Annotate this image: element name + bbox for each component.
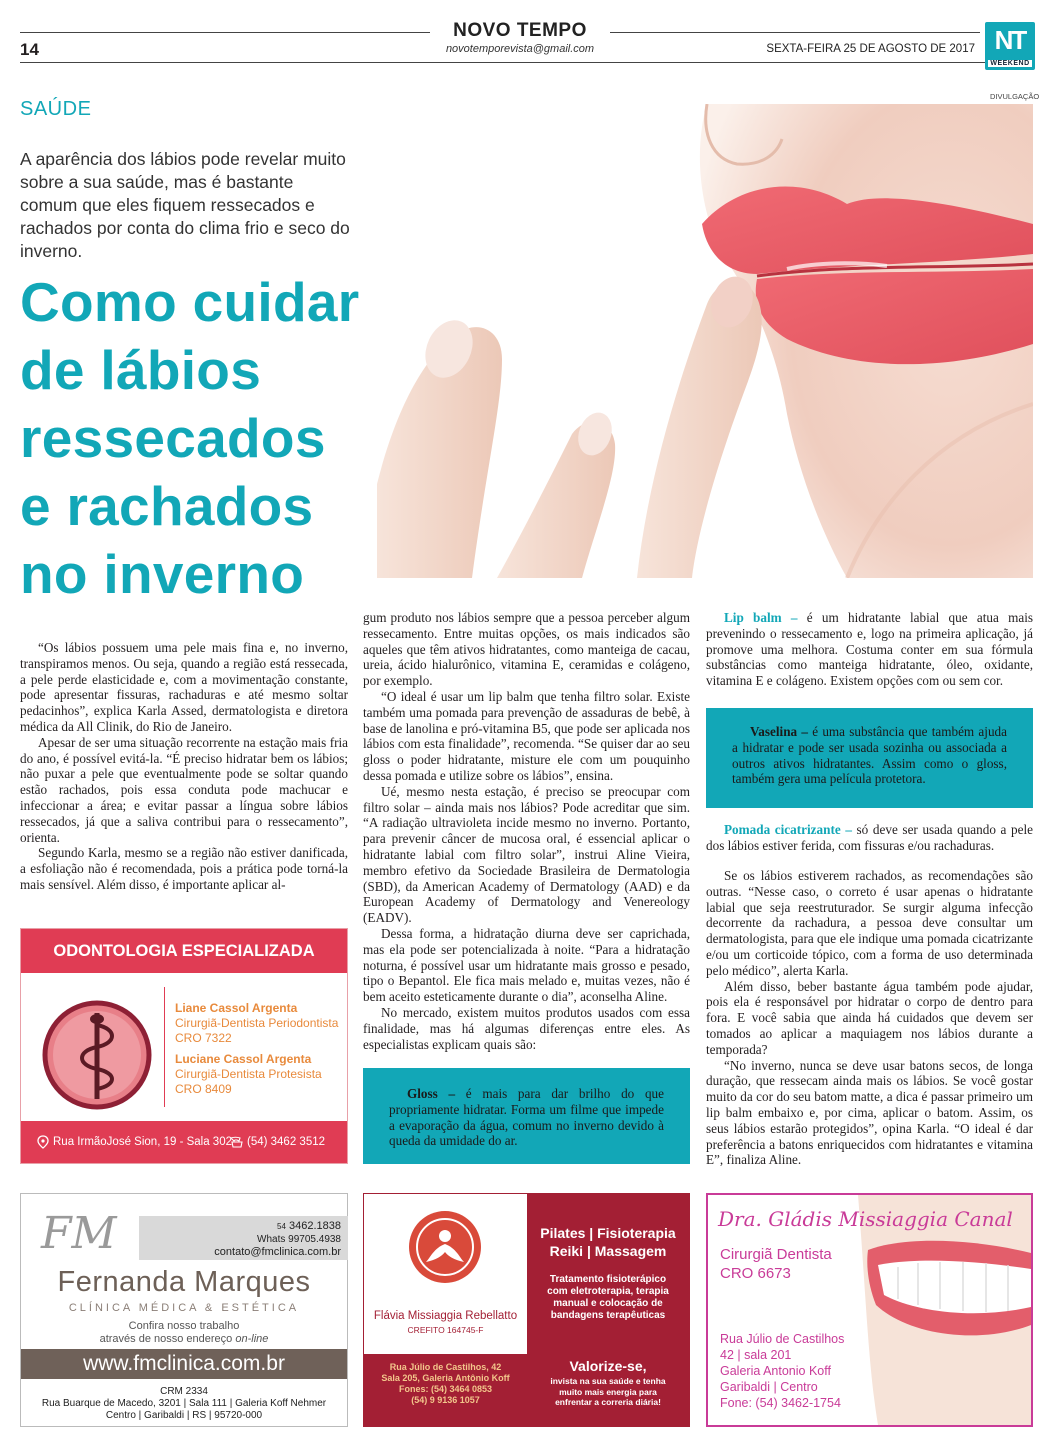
- lips-photo: [377, 104, 1033, 578]
- dentist-role: Cirurgiã-Dentista Protesista: [175, 1067, 322, 1081]
- fm-address-block: [21, 1386, 347, 1422]
- paragraph: Dessa forma, a hidratação diurna deve ser caprichada, mas ela pode ser potencializada à noite. “Para a hidratação noturna, é possível usar um hidratante mais grosso e pesado, tipo o Bepantol. Ele fica mais melado e, muitas vezes, não é bem aceito esteticamente durante o dia”, aconselha Aline.: [363, 925, 690, 1005]
- lipbalm-paragraph: [706, 610, 1033, 689]
- gladis-title: Cirurgiã Dentista: [720, 1246, 832, 1263]
- paragraph: Ué, mesmo nesta estação, é preciso se preocupar com filtro solar – ainda mais nos lábios? Pode acreditar que sim. “A radiação ultravioleta incide mesmo no inverno. Portanto, para prevenir câncer de mucosa oral, é essencial aplicar o hidratante labial com filtro solar”, instrui Aline Vieira, membro efetivo da Sociedade Brasileira de Dermatologia (SBD), da American Academy of Dermatology (AAD) e da European Academy of Dermatology and Venereology (EADV).: [363, 783, 690, 926]
- pomada-paragraph: [706, 822, 1033, 854]
- nt-weekend-logo: [985, 22, 1035, 70]
- services-line: Reiki | Massagem: [549, 1243, 667, 1259]
- lotus-logo: [406, 1208, 484, 1286]
- flavia-addr2: Sala 205, Galeria Antônio Koff: [381, 1373, 510, 1383]
- gladis-addr4: Garibaldi | Centro: [720, 1380, 818, 1394]
- phone-icon: [229, 1121, 245, 1163]
- paragraph: Segundo Karla, mesmo se a região não estiver danificada, a esfoliação não é recomendada, pois a prática pode torná-la mais sensível. Além disso, é importante aplicar al-: [20, 845, 348, 892]
- fm-tagline: [21, 1320, 347, 1346]
- paragraph: “Os lábios possuem uma pele mais fina e, no inverno, transpiramos menos. Ou seja, quando a região está ressecada, a pele perde elasticidade e, com a movimentação constante, pode apresentar fissuras, rachaduras e até mesmo soltar pedacinhos”, explica Karla Assed, dermatologista e diretora médica da All Clinik, do Rio de Janeiro.: [20, 640, 348, 734]
- pomada-term: Pomada cicatrizante –: [724, 822, 852, 837]
- gladis-address: [720, 1331, 844, 1411]
- flavia-phone1: Fones: (54) 3464 0853: [398, 1384, 493, 1394]
- divider: [164, 987, 165, 1107]
- fm-name: Fernanda Marques: [57, 1266, 311, 1298]
- lipbalm-text: é um hidratante labial que atua mais prevenindo o ressecamento e, logo na primeira aplicação, já promove uma melhora. Costuma conter em sua fórmula substâncias como manteiga hidratante, óleo, oxidante, vitamina E e colágeno. Existem opções com ou sem cor.: [706, 610, 1033, 689]
- header-rule-right: [610, 32, 980, 33]
- header-rule-left: [20, 32, 430, 33]
- flavia-slogan: invista na sua saúde e tenha muito mais energia para enfrentar a correria diária!: [550, 1376, 666, 1407]
- vaselina-box: [706, 708, 1033, 808]
- paragraph: Se os lábios estiverem rachados, as recomendações são outras. “Nesse caso, o correto é usar apenas o hidratante labial que seja reestruturador. Se surgir alguma infecção decorrente da rachadura, a pessoa deve consultar um dermatologista, para que ele indique uma pomada cicatrizante e/ou um corticoide tópico, com a forma de uso determinada pelo médico”, alerta Karla.: [706, 868, 1033, 978]
- section-label: SAÚDE: [20, 98, 92, 120]
- flavia-phone2: (54) 9 9136 1057: [411, 1395, 480, 1405]
- dentist-cro: CRO 8409: [175, 1082, 232, 1096]
- photo-credit: DIVULGAÇÃO: [990, 92, 1040, 101]
- vaselina-text: é uma substância que também ajuda a hidratar e pode ser usada sozinha ou associada a outros ativos hidratantes. Assim como o gloss, também gera uma película protetora.: [732, 724, 1007, 787]
- ad-fm-clinica[interactable]: [20, 1193, 348, 1427]
- paragraph: Apesar de ser uma situação recorrente na estação mais fria do ano, é possível evitá-la. “É preciso hidratar bem os lábios; não puxar a pele que eventualmente pode se soltar quando estão rachados, pois essa conduta pode machucar e infeccionar a área; e evitar passar a língua sobre lábios ressecados, já que a saliva contribui para o ressecamento”, orienta.: [20, 734, 348, 845]
- services-line: Pilates | Fisioterapia: [540, 1225, 676, 1241]
- header-bottom-rule: [20, 62, 988, 63]
- paragraph: No mercado, existem muitos produtos usados com essa finalidade, mas há algumas diferenças entre eles. As especialistas explicam quais são:: [363, 1004, 690, 1052]
- gladis-addr2: 42 | sala 201: [720, 1348, 792, 1362]
- fm-tag1: Confira nosso trabalho: [128, 1320, 240, 1332]
- paragraph: “O ideal é usar um lip balm que tenha filtro solar. Existe também uma pomada para prevenção de assaduras de bebê, à base de lanolina e pró-vitamina B5, que pode ser aplicada nos lábios com esta finalidade”, recomenda. “Se quiser dar ao seu gloss o poder hidratante, misture ele com um pouquinho dessa pomada e utilize sobre os lábios”, ensina.: [363, 688, 690, 783]
- fm-tag2: através de nosso endereço: [99, 1333, 236, 1345]
- gladis-addr3: Galeria Antonio Koff: [720, 1364, 831, 1378]
- logo-sub: WEEKEND: [988, 60, 1032, 67]
- gloss-box: [363, 1068, 690, 1164]
- ad-phone: (54) 3462 3512: [247, 1136, 326, 1148]
- caduceus-logo: [41, 999, 153, 1111]
- fm-subtitle: CLÍNICA MÉDICA & ESTÉTICA: [68, 1302, 300, 1314]
- article-lead: A aparência dos lábios pode revelar muito sobre a sua saúde, mas é bastante comum que eles fiquem ressecados e rachados por conta do clima frio e seco do inverno.: [20, 149, 350, 261]
- vaselina-term: Vaselina –: [750, 724, 808, 739]
- paragraph: “No inverno, nunca se deve usar batons secos, de longa duração, que ressecam ainda mais os lábios. Se você gostar muito da cor do seu batom matte, a dica é passar primeiro um lip balm embaixo e, por cima, aplicar o batom. Assim, os seus lábios estarão protegidos”, opina Karla. “O ideal é dar preferência a batons enriquecidos com hidratantes e vitamina E”, finaliza Aline.: [706, 1057, 1033, 1168]
- fm-phone: 3462.1838: [289, 1220, 341, 1232]
- masthead-email: novotemporevista@gmail.com: [445, 43, 595, 55]
- fm-url[interactable]: www.fmclinica.com.br: [21, 1349, 347, 1379]
- dateline: SEXTA-FEIRA 25 DE AGOSTO DE 2017: [766, 43, 975, 55]
- flavia-address: [364, 1362, 527, 1406]
- gladis-phone: Fone: (54) 3462-1754: [720, 1396, 841, 1410]
- location-pin-icon: [37, 1121, 49, 1163]
- article-title: Como cuidar de lábios ressecados e rachados no inverno: [20, 271, 360, 605]
- article-column-3: [706, 868, 1033, 1168]
- flavia-description: Tratamento fisioterápico com eletroterapia, terapia manual e colocação de bandagens terapêuticas: [547, 1274, 669, 1321]
- fm-whats: Whats 99705.4938: [257, 1234, 341, 1245]
- flavia-slogan-title: Valorize-se,: [569, 1358, 647, 1374]
- flavia-name: Flávia Missiaggia Rebellatto: [373, 1310, 518, 1322]
- gladis-title-block: [720, 1245, 832, 1283]
- fm-monogram: FM: [41, 1208, 117, 1259]
- ad-heading: ODONTOLOGIA ESPECIALIZADA: [21, 929, 347, 973]
- masthead: NOVO TEMPO: [453, 20, 587, 41]
- phone-prefix: 54: [277, 1222, 286, 1231]
- dentist-name: Luciane Cassol Argenta: [175, 1052, 312, 1066]
- ad-address: Rua IrmãoJosé Sion, 19 - Sala 302: [53, 1136, 232, 1148]
- logo-letters: NT: [994, 25, 1026, 55]
- fm-crm: CRM 2334: [160, 1386, 208, 1397]
- dentist-name: Liane Cassol Argenta: [175, 1001, 298, 1015]
- dentist-list: [175, 1001, 345, 1097]
- ad-flavia-fisioterapia[interactable]: [363, 1193, 690, 1427]
- fm-tag2-italic: on-line: [235, 1333, 269, 1345]
- fm-contacts: [214, 1220, 341, 1259]
- fm-addr1: Rua Buarque de Macedo, 3201 | Sala 111 | Galeria Koff Nehmer: [41, 1398, 327, 1409]
- flavia-crefito: CREFITO 164745-F: [407, 1325, 484, 1335]
- flavia-addr1: Rua Júlio de Castilhos, 42: [389, 1362, 502, 1372]
- gladis-name: Dra. Gládis Missiaggia Canal: [718, 1207, 1013, 1231]
- gloss-term: Gloss –: [407, 1086, 456, 1101]
- dentist-role: Cirurgiã-Dentista Periodontista: [175, 1016, 339, 1030]
- ad-odontologia[interactable]: [20, 928, 348, 1164]
- dentist-cro: CRO 7322: [175, 1031, 232, 1045]
- fm-addr2: Centro | Garibaldi | RS | 95720-000: [105, 1410, 263, 1421]
- article-column-2: [363, 610, 690, 1052]
- article-column-1: [20, 640, 348, 893]
- flavia-services: [527, 1224, 689, 1260]
- ad-gladis-dentista[interactable]: [706, 1193, 1033, 1427]
- gloss-text: é mais para dar brilho do que propriamente hidratar. Forma um filme que impede a evaporação da água, comum no inverno devido à queda da umidade do ar.: [389, 1086, 664, 1149]
- lipbalm-term: Lip balm –: [724, 610, 798, 625]
- paragraph: Além disso, beber bastante água também pode ajudar, pois ela é responsável por hidratar o corpo de dentro para fora. E você sabia que ainda há cuidados que devem ser tomados ao aplicar a maquiagem nos lábios durante a temporada?: [706, 978, 1033, 1057]
- fm-email: contato@fmclinica.com.br: [214, 1246, 341, 1258]
- ad-contact-bar: [21, 1121, 347, 1163]
- gladis-cro: CRO 6673: [720, 1265, 791, 1282]
- pomada-text: só deve ser usada quando a pele dos lábios estiver ferida, com fissuras e/ou rachaduras.: [706, 822, 1033, 853]
- page-number: 14: [20, 40, 39, 59]
- paragraph: gum produto nos lábios sempre que a pessoa perceber algum ressecamento. Entre muitas opções, os mais indicados são aqueles que têm ativos hidratantes, como manteiga de cacau, ureia, ácido hialurônico, vitamina E, ceramidas e colágeno, por exemplo.: [363, 610, 690, 689]
- gladis-addr1: Rua Júlio de Castilhos: [720, 1332, 845, 1346]
